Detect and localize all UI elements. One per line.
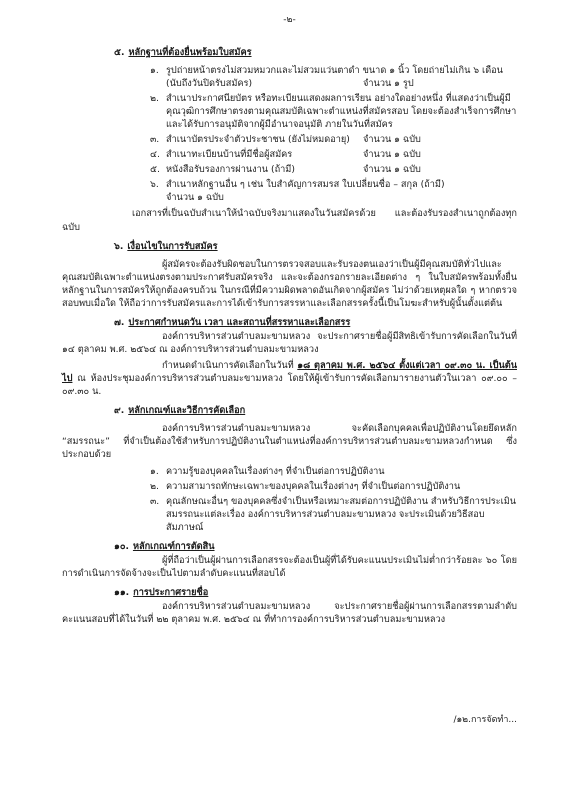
list-item: ๖. สำเนาหลักฐานอื่น ๆ เช่น ใบสำคัญการสมรส ใบเปลี่ยนชื่อ – สกุล (ถ้ามี) จำนวน ๑ ฉบับ	[150, 178, 517, 204]
section-title: ประกาศกำหนดวัน เวลา และสถานที่สรรหาและเลือกสรร	[128, 316, 351, 328]
list-item: ๑. ความรู้ของบุคคลในเรื่องต่างๆ ที่จำเป็นต่อการปฏิบัติงาน	[150, 465, 517, 478]
item-quantity: จำนวน ๑ ฉบับ	[363, 149, 421, 161]
list-item: ๒. สำเนาประกาศนียบัตร หรือทะเบียนแสดงผลการเรียน อย่างใดอย่างหนึ่ง ที่แสดงว่าเป็นผู้มีคุณวุฒิการศึกษาตรงตามคุณสมบัติเฉพาะตำแหน่งที่สมัครสอบ โดยจะต้องสำเร็จการศึกษาและได้รับการอนุมัติจากผู้มีอำนาจอนุมัติ ภายในวันที่สมัคร	[150, 92, 517, 131]
section-title: หลักเกณฑ์การตัดสิน	[132, 540, 215, 552]
section-application-conditions	[62, 240, 517, 310]
list-item: ๒. ความสามารถทักษะเฉพาะของบุคคลในเรื่องต่างๆ ที่จำเป็นต่อการปฏิบัติงาน	[150, 480, 517, 493]
section-schedule	[62, 316, 517, 398]
item-quantity: จำนวน ๑ ฉบับ	[363, 134, 421, 146]
item-text: ความสามารถทักษะเฉพาะของบุคคลในเรื่องต่างๆ ที่จำเป็นต่อการปฏิบัติงาน	[166, 480, 461, 492]
item-text: สำเนาหลักฐานอื่น ๆ เช่น ใบสำคัญการสมรส ใบเปลี่ยนชื่อ – สกุล (ถ้ามี)	[166, 179, 445, 191]
item-text: สำเนาทะเบียนบ้านที่มีชื่อผู้สมัคร	[166, 149, 293, 161]
section-body: องค์การบริหารส่วนตำบลมะขามหลวง จะประกาศรายชื่อผู้มีสิทธิเข้ารับการคัดเลือกในวันที่ ๑๔ ตุลาคม พ.ศ. ๒๕๖๔ ณ องค์การบริหารส่วนตำบลมะขามหลวง	[62, 330, 517, 356]
section-heading: ๖. เงื่อนไขในการรับสมัคร	[114, 240, 218, 252]
item-text: หนังสือรับรองการผ่านงาน (ถ้ามี)	[166, 164, 295, 176]
section-body: ผู้สมัครจะต้องรับผิดชอบในการตรวจสอบและรับรองตนเองว่าเป็นผู้มีคุณสมบัติทั่วไปและคุณสมบัติเฉพาะตำแหน่งตรงตามประกาศรับสมัครจริง และจะต้องกรอกรายละเอียดต่าง ๆ ในใบสมัครพร้อมทั้งยื่นหลักฐานในการสมัครให้ถูกต้องครบถ้วน ในกรณีที่มีความผิดพลาดอันเกิดจากผู้สมัคร ไม่ว่าด้วยเหตุผลใด ๆ หากตรวจสอบพบเมื่อใด ให้ถือว่าการรับสมัครและการได้เข้ารับการสรรหาและเลือกสรรครั้งนี้เป็นโมฆะสำหรับผู้นั้นตั้งแต่ต้น	[62, 258, 517, 309]
section-heading: ๑๐. หลักเกณฑ์การตัดสิน	[114, 540, 215, 552]
item-text: สำเนาประกาศนียบัตร หรือทะเบียนแสดงผลการเรียน อย่างใดอย่างหนึ่ง ที่แสดงว่าเป็นผู้มีคุณวุฒิการศึกษาตรงตามคุณสมบัติเฉพาะตำแหน่งที่สมัครสอบ โดยจะต้องสำเร็จการศึกษาและได้รับการอนุมัติจากผู้มีอำนาจอนุมัติ ภายในวันที่สมัคร	[166, 92, 517, 131]
section-selection-criteria	[62, 404, 517, 534]
item-text: รูปถ่ายหน้าตรงไม่สวมหมวกและไม่สวมแว่นตาดำ ขนาด ๑ นิ้ว โดยถ่ายไม่เกิน ๖ เดือน	[166, 64, 503, 76]
item-text: คุณลักษณะอื่นๆ ของบุคคลซึ่งจำเป็นหรือเหมาะสมต่อการปฏิบัติงาน สำหรับวิธีการประเมินสมรรถนะแต่ละเรื่อง องค์การบริหารส่วนตำบลมะขามหลวง จะประเมินด้วยวิธีสอบสัมภาษณ์	[166, 495, 517, 533]
item-quantity: จำนวน ๑ ฉบับ	[363, 164, 421, 176]
selection-date-highlight: ๑๘ ตุลาคม พ.ศ. ๒๕๖๔ ตั้งแต่เวลา ๐๙.๓๐ น. เป็นต้นไป	[62, 360, 517, 385]
item-text-cont: (นับถึงวันปิดรับสมัคร)	[166, 77, 253, 89]
section-body: องค์การบริหารส่วนตำบลมะขามหลวง จะคัดเลือกบุคคลเพื่อปฏิบัติงานโดยยึดหลัก “สมรรถนะ” ที่จำเป็นต้องใช้สำหรับการปฏิบัติงานในตำแหน่งที่องค์การบริหารส่วนตำบลมะขามหลวงกำหนด ซึ่งประกอบด้วย	[62, 423, 517, 461]
section-heading: ๗. ประกาศกำหนดวัน เวลา และสถานที่สรรหาและเลือกสรร	[114, 316, 351, 328]
section-announcement	[62, 586, 517, 626]
continuation-footer: /๑๒.การจัดทำ...	[453, 715, 517, 725]
section-title: หลักฐานที่ต้องยื่นพร้อมใบสมัคร	[128, 46, 252, 58]
section-body: องค์การบริหารส่วนตำบลมะขามหลวง จะประกาศรายชื่อผู้ผ่านการเลือกสรรตามลำดับคะแนนสอบที่ได้ในวันที่ ๒๒ ตุลาคม พ.ศ. ๒๕๖๔ ณ ที่ทำการองค์การบริหารส่วนตำบลมะขามหลวง	[62, 601, 517, 626]
item-text: สำเนาบัตรประจำตัวประชาชน (ยังไม่หมดอายุ)	[166, 134, 350, 146]
section-heading: ๑๑. การประกาศรายชื่อ	[114, 587, 209, 599]
item-quantity: จำนวน ๑ ฉบับ	[166, 192, 224, 204]
section-body: ผู้ที่ถือว่าเป็นผู้ผ่านการเลือกสรรจะต้องเป็นผู้ที่ได้รับคะแนนประเมินไม่ต่ำกว่าร้อยละ ๖๐ โดยการดำเนินการจัดจ้างจะเป็นไปตามลำดับคะแนนที่สอบได้	[62, 554, 517, 579]
section-heading	[114, 46, 517, 59]
section-title: เงื่อนไขในการรับสมัคร	[127, 240, 218, 252]
item-quantity: จำนวน ๑ รูป	[363, 77, 414, 89]
list-item: ๑. รูปถ่ายหน้าตรงไม่สวมหมวกและไม่สวมแว่นตาดำ ขนาด ๑ นิ้ว โดยถ่ายไม่เกิน ๖ เดือน (นับถึงวันปิดรับสมัคร) จำนวน ๑ รูป	[150, 64, 517, 90]
section-title: หลักเกณฑ์และวิธีการคัดเลือก	[128, 405, 246, 417]
page-number: -๒-	[283, 15, 296, 25]
item-text: ความรู้ของบุคคลในเรื่องต่างๆ ที่จำเป็นต่อการปฏิบัติงาน	[166, 465, 385, 477]
list-item: ๓. คุณลักษณะอื่นๆ ของบุคคลซึ่งจำเป็นหรือเหมาะสมต่อการปฏิบัติงาน สำหรับวิธีการประเมินสมรรถนะแต่ละเรื่อง องค์การบริหารส่วนตำบลมะขามหลวง จะประเมินด้วยวิธีสอบสัมภาษณ์	[150, 495, 517, 533]
section-title: การประกาศรายชื่อ	[133, 587, 209, 599]
list-item: ๕. หนังสือรับรองการผ่านงาน (ถ้ามี) จำนวน ๑ ฉบับ	[150, 164, 421, 176]
section-required-documents	[62, 46, 517, 234]
section-heading: ๙. หลักเกณฑ์และวิธีการคัดเลือก	[114, 405, 246, 417]
section-number: ๕.	[114, 46, 125, 58]
section-body-schedule: กำหนดดำเนินการคัดเลือกในวันที่ ๑๘ ตุลาคม พ.ศ. ๒๕๖๔ ตั้งแต่เวลา ๐๙.๓๐ น. เป็นต้นไป ณ ห้องประชุมองค์การบริหารส่วนตำบลมะขามหลวง โดยให้ผู้เข้ารับการคัดเลือกมารายงานตัวในเวลา ๐๙.๐๐ – ๐๙.๓๐ น.	[62, 360, 517, 398]
documents-note: เอกสารที่เป็นฉบับสำเนาให้นำฉบับจริงมาแสดงในวันสมัครด้วย และต้องรับรองสำเนาถูกต้องทุกฉบับ	[62, 208, 517, 233]
list-item: ๓. สำเนาบัตรประจำตัวประชาชน (ยังไม่หมดอายุ) จำนวน ๑ ฉบับ	[150, 134, 421, 146]
list-item: ๔. สำเนาทะเบียนบ้านที่มีชื่อผู้สมัคร จำนวน ๑ ฉบับ	[150, 149, 421, 161]
section-decision-criteria	[62, 540, 517, 580]
